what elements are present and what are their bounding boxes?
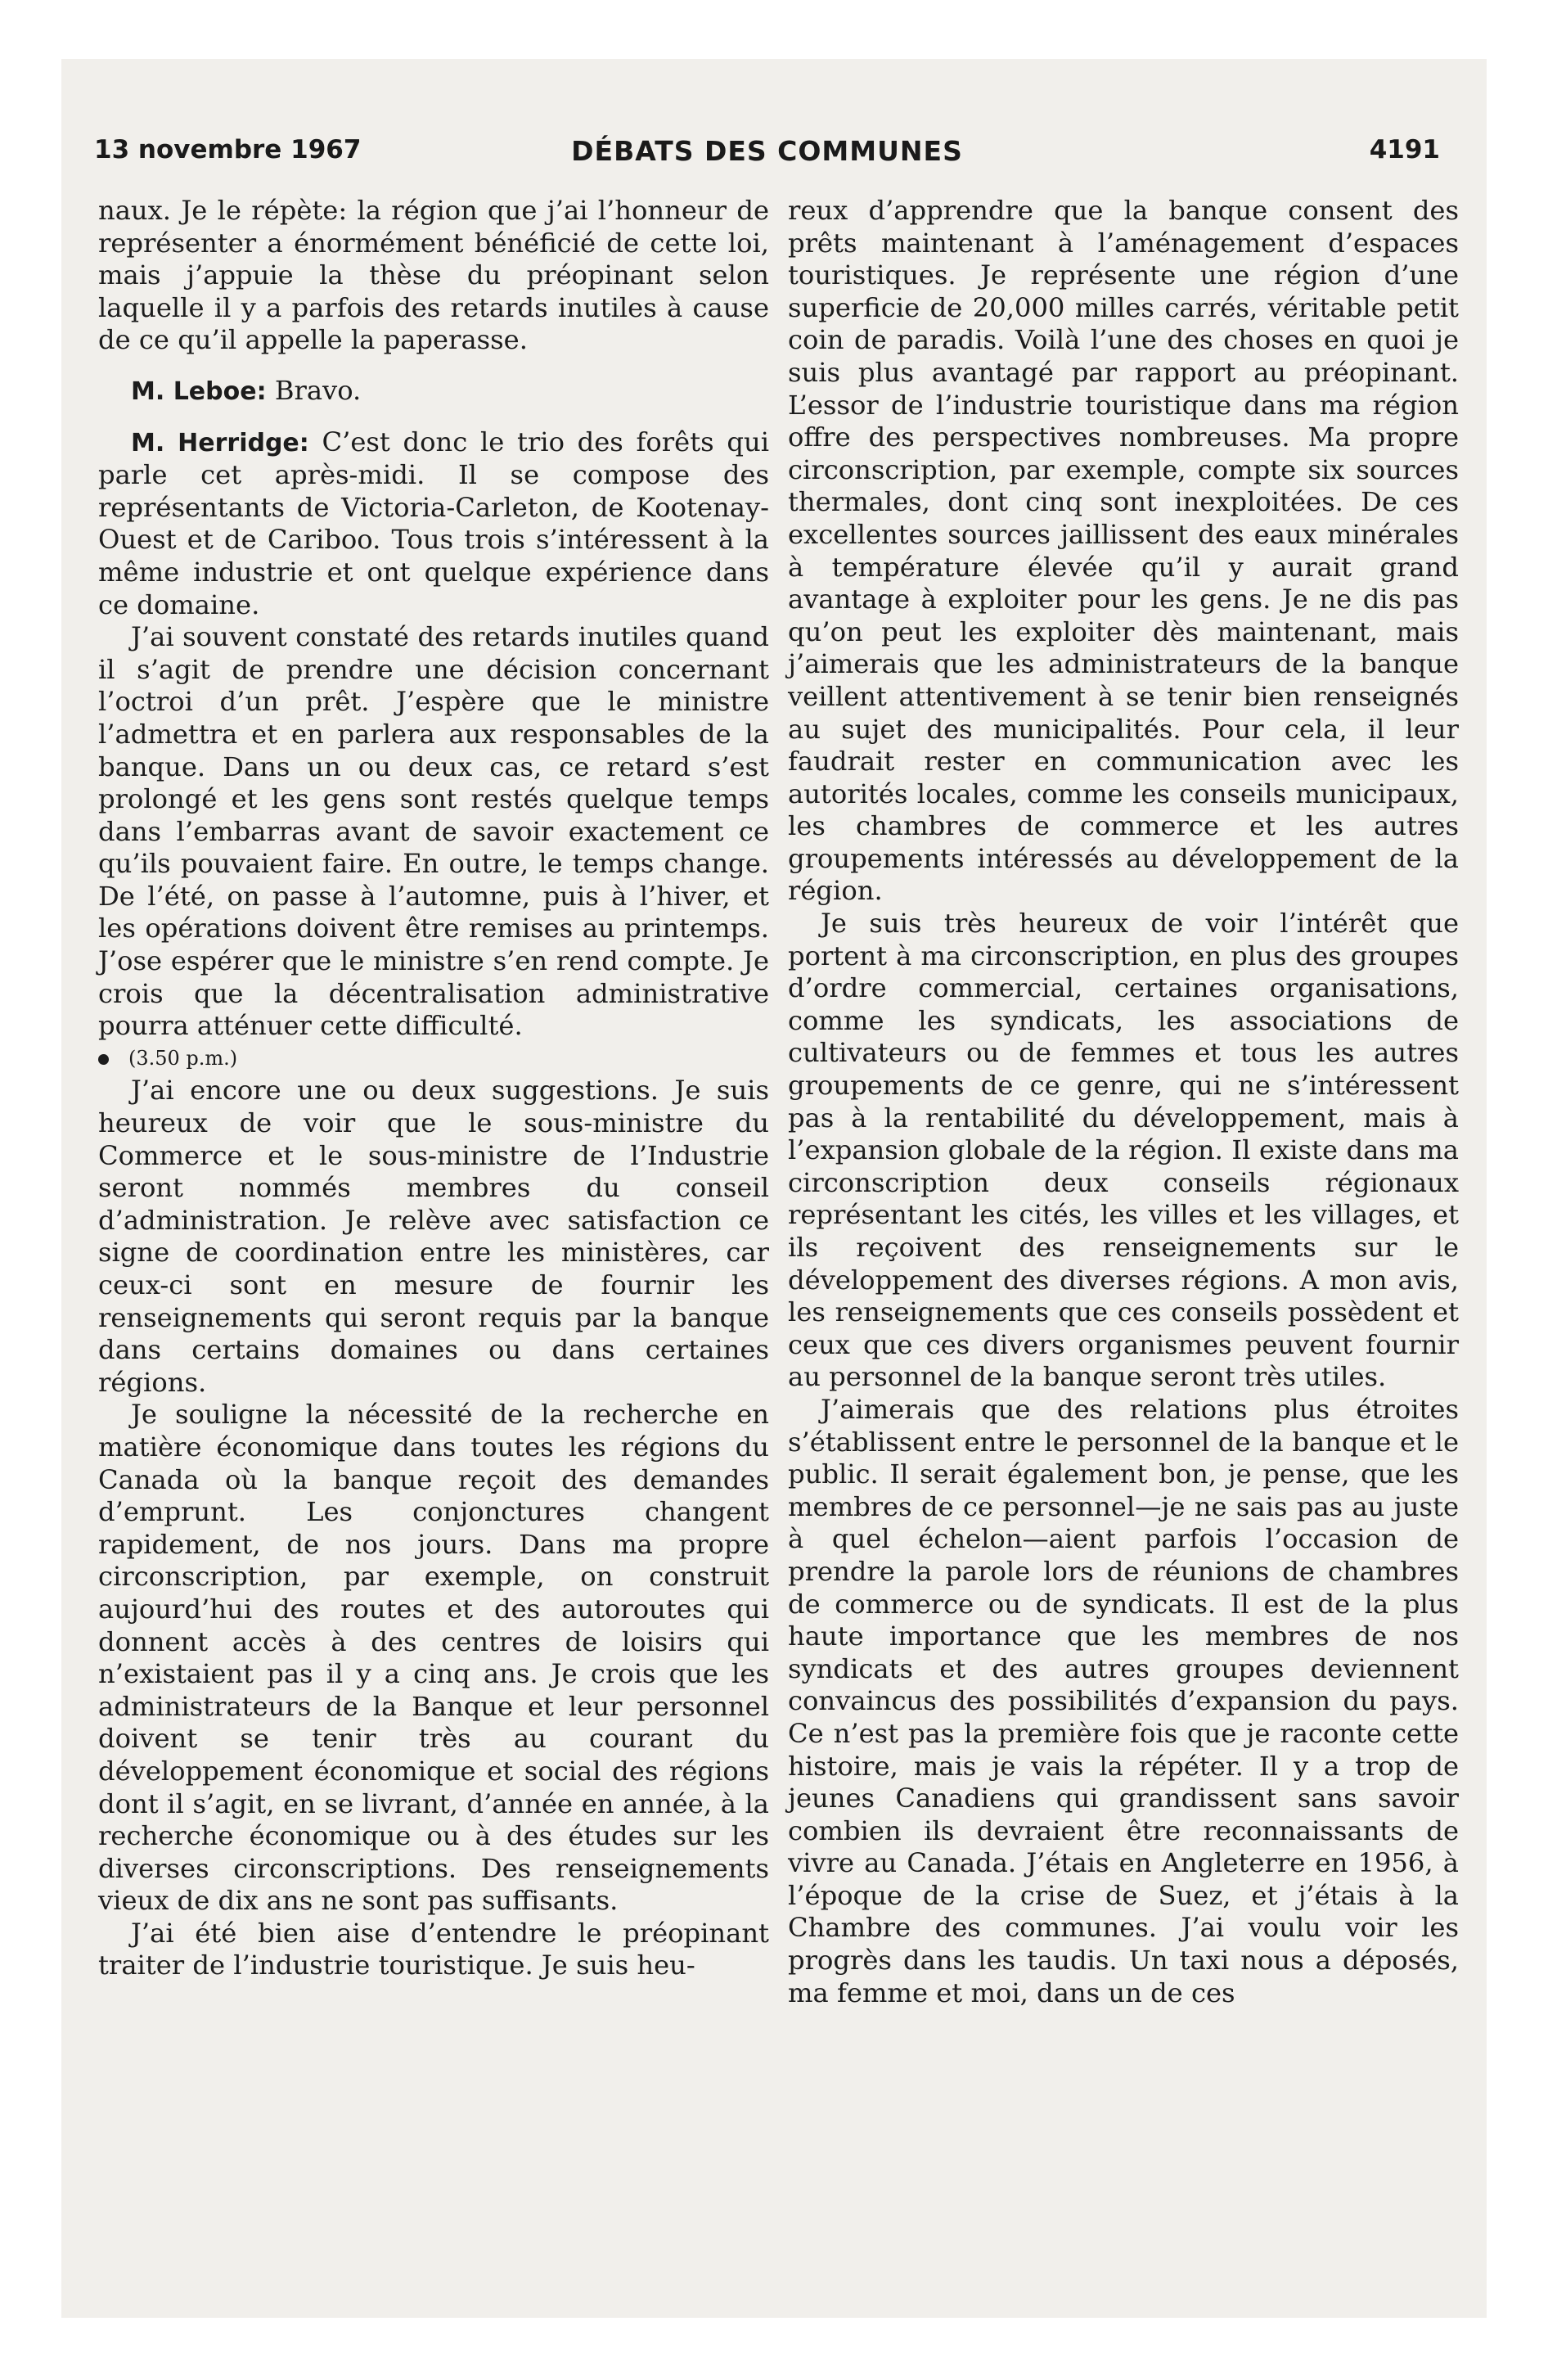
paragraph: naux. Je le répète: la région que j’ai l’honneur de représenter a énormément bénéficié de cette loi, mais j’appuie la thèse du préopinant selon laquelle il y a parfois des retards inutiles à cause de ce qu’il appelle la paperasse. — [98, 195, 769, 356]
speech-paragraph — [98, 375, 769, 408]
right-column — [788, 195, 1459, 2009]
paragraph: Je souligne la nécessité de la recherche en matière économique dans toutes les régions du Canada où la banque reçoit des demandes d’emprunt. Les conjonctures changent rapidement, de nos jours. Dans ma propre circonscription, par exemple, on construit aujourd’hui des routes et des autoroutes qui donnent accès à des centres de loisirs qui n’existaient pas il y a cinq ans. Je crois que les administrateurs de la Banque et leur personnel doivent se tenir très au courant du développement économique et social des régions dont il s’agit, en se livrant, d’année en année, à la recherche économique ou à des études sur les diverses circonscriptions. Des renseignements vieux de dix ans ne sont pas suffisants. — [98, 1399, 769, 1917]
header-page-number: 4191 — [1369, 135, 1440, 165]
header-date: 13 novembre 1967 — [94, 135, 362, 165]
speech-text: Bravo. — [274, 374, 362, 406]
header-journal-title: DÉBATS DES COMMUNES — [571, 135, 963, 167]
speech-text: C’est donc le trio des forêts qui parle cet après-midi. Il se compose des représentants de Victoria-Carleton, de Kootenay-Ouest et de Cariboo. Tous trois s’intéressent à la même industrie et ont quelque expérience dans ce domaine. — [98, 426, 769, 620]
left-column — [98, 195, 769, 1982]
time-marker — [98, 1043, 769, 1075]
speech-paragraph — [98, 426, 769, 622]
bullet-icon — [98, 1054, 109, 1065]
paragraph: reux d’apprendre que la banque consent des prêts maintenant à l’aménagement d’espaces touristiques. Je représente une région d’une superficie de 20,000 milles carrés, véritable petit coin de paradis. Voilà l’une des choses en quoi je suis plus avantagé par rapport au préopinant. L’essor de l’industrie touristique dans ma région offre des perspectives nombreuses. Ma propre circonscription, par exemple, compte six sources thermales, dont cinq sont inexploitées. De ces excellentes sources jaillissent des eaux minérales à température élevée qu’il y aurait grand avantage à exploiter pour les gens. Je ne dis pas qu’on peut les exploiter dès maintenant, mais j’aimerais que les administrateurs de la banque veillent attentivement à se tenir bien renseignés au sujet des municipalités. Pour cela, il leur faudrait rester en communication avec les autorités locales, comme les conseils municipaux, les chambres de commerce et les autres groupements intéressés au développement de la région. — [788, 195, 1459, 907]
page-header — [94, 135, 1440, 171]
speaker-name: M. Herridge: — [131, 428, 309, 458]
paragraph: Je suis très heureux de voir l’intérêt que portent à ma circonscription, en plus des groupes d’ordre commercial, certaines organisations, comme les syndicats, les associations de cultivateurs ou de femmes et tous les autres groupements de ce genre, qui ne s’intéressent pas à la rentabilité du développement, mais à l’expansion globale de la région. Il existe dans ma circonscription deux conseils régionaux représentant les cités, les villes et les villages, et ils reçoivent des renseignements sur le développement des diverses régions. A mon avis, les renseignements que ces conseils possèdent et ceux que ces divers organismes peuvent fournir au personnel de la banque seront très utiles. — [788, 908, 1459, 1393]
paragraph: J’ai encore une ou deux suggestions. Je suis heureux de voir que le sous-ministre du Commerce et le sous-ministre de l’Industrie seront nommés membres du conseil d’administration. Je relève avec satisfaction ce signe de coordination entre les ministères, car ceux-ci sont en mesure de fournir les renseignements qui seront requis par la banque dans certains domaines ou dans certaines régions. — [98, 1075, 769, 1398]
paragraph: J’aimerais que des relations plus étroites s’établissent entre le personnel de la banque et le public. Il serait également bon, je pense, que les membres de ce personnel—je ne sais pas au juste à quel échelon—aient parfois l’occasion de prendre la parole lors de réunions de chambres de commerce ou de syndicats. Il est de la plus haute importance que les membres de nos syndicats et des autres groupes deviennent convaincus des possibilités d’expansion du pays. Ce n’est pas la première fois que je raconte cette histoire, mais je vais la répéter. Il y a trop de jeunes Canadiens qui grandissent sans savoir combien ils devraient être reconnaissants de vivre au Canada. J’étais en Angleterre en 1956, à l’époque de la crise de Suez, et j’étais à la Chambre des communes. J’ai voulu voir les progrès dans les taudis. Un taxi nous a déposés, ma femme et moi, dans un de ces — [788, 1393, 1459, 2008]
paragraph: J’ai souvent constaté des retards inutiles quand il s’agit de prendre une décision concernant l’octroi d’un prêt. J’espère que le ministre l’admettra et en parlera aux responsables de la banque. Dans un ou deux cas, ce retard s’est prolongé et les gens sont restés quelque temps dans l’embarras avant de savoir exactement ce qu’ils pouvaient faire. En outre, le temps change. De l’été, on passe à l’automne, puis à l’hiver, et les opérations doivent être remises au printemps. J’ose espérer que le ministre s’en rend compte. Je crois que la décentralisation administrative pourra atténuer cette difficulté. — [98, 621, 769, 1042]
speaker-name: M. Leboe: — [131, 376, 267, 406]
paragraph: J’ai été bien aise d’entendre le préopinant traiter de l’industrie touristique. Je suis heu- — [98, 1917, 769, 1981]
time-marker-text: (3.50 p.m.) — [128, 1046, 238, 1070]
